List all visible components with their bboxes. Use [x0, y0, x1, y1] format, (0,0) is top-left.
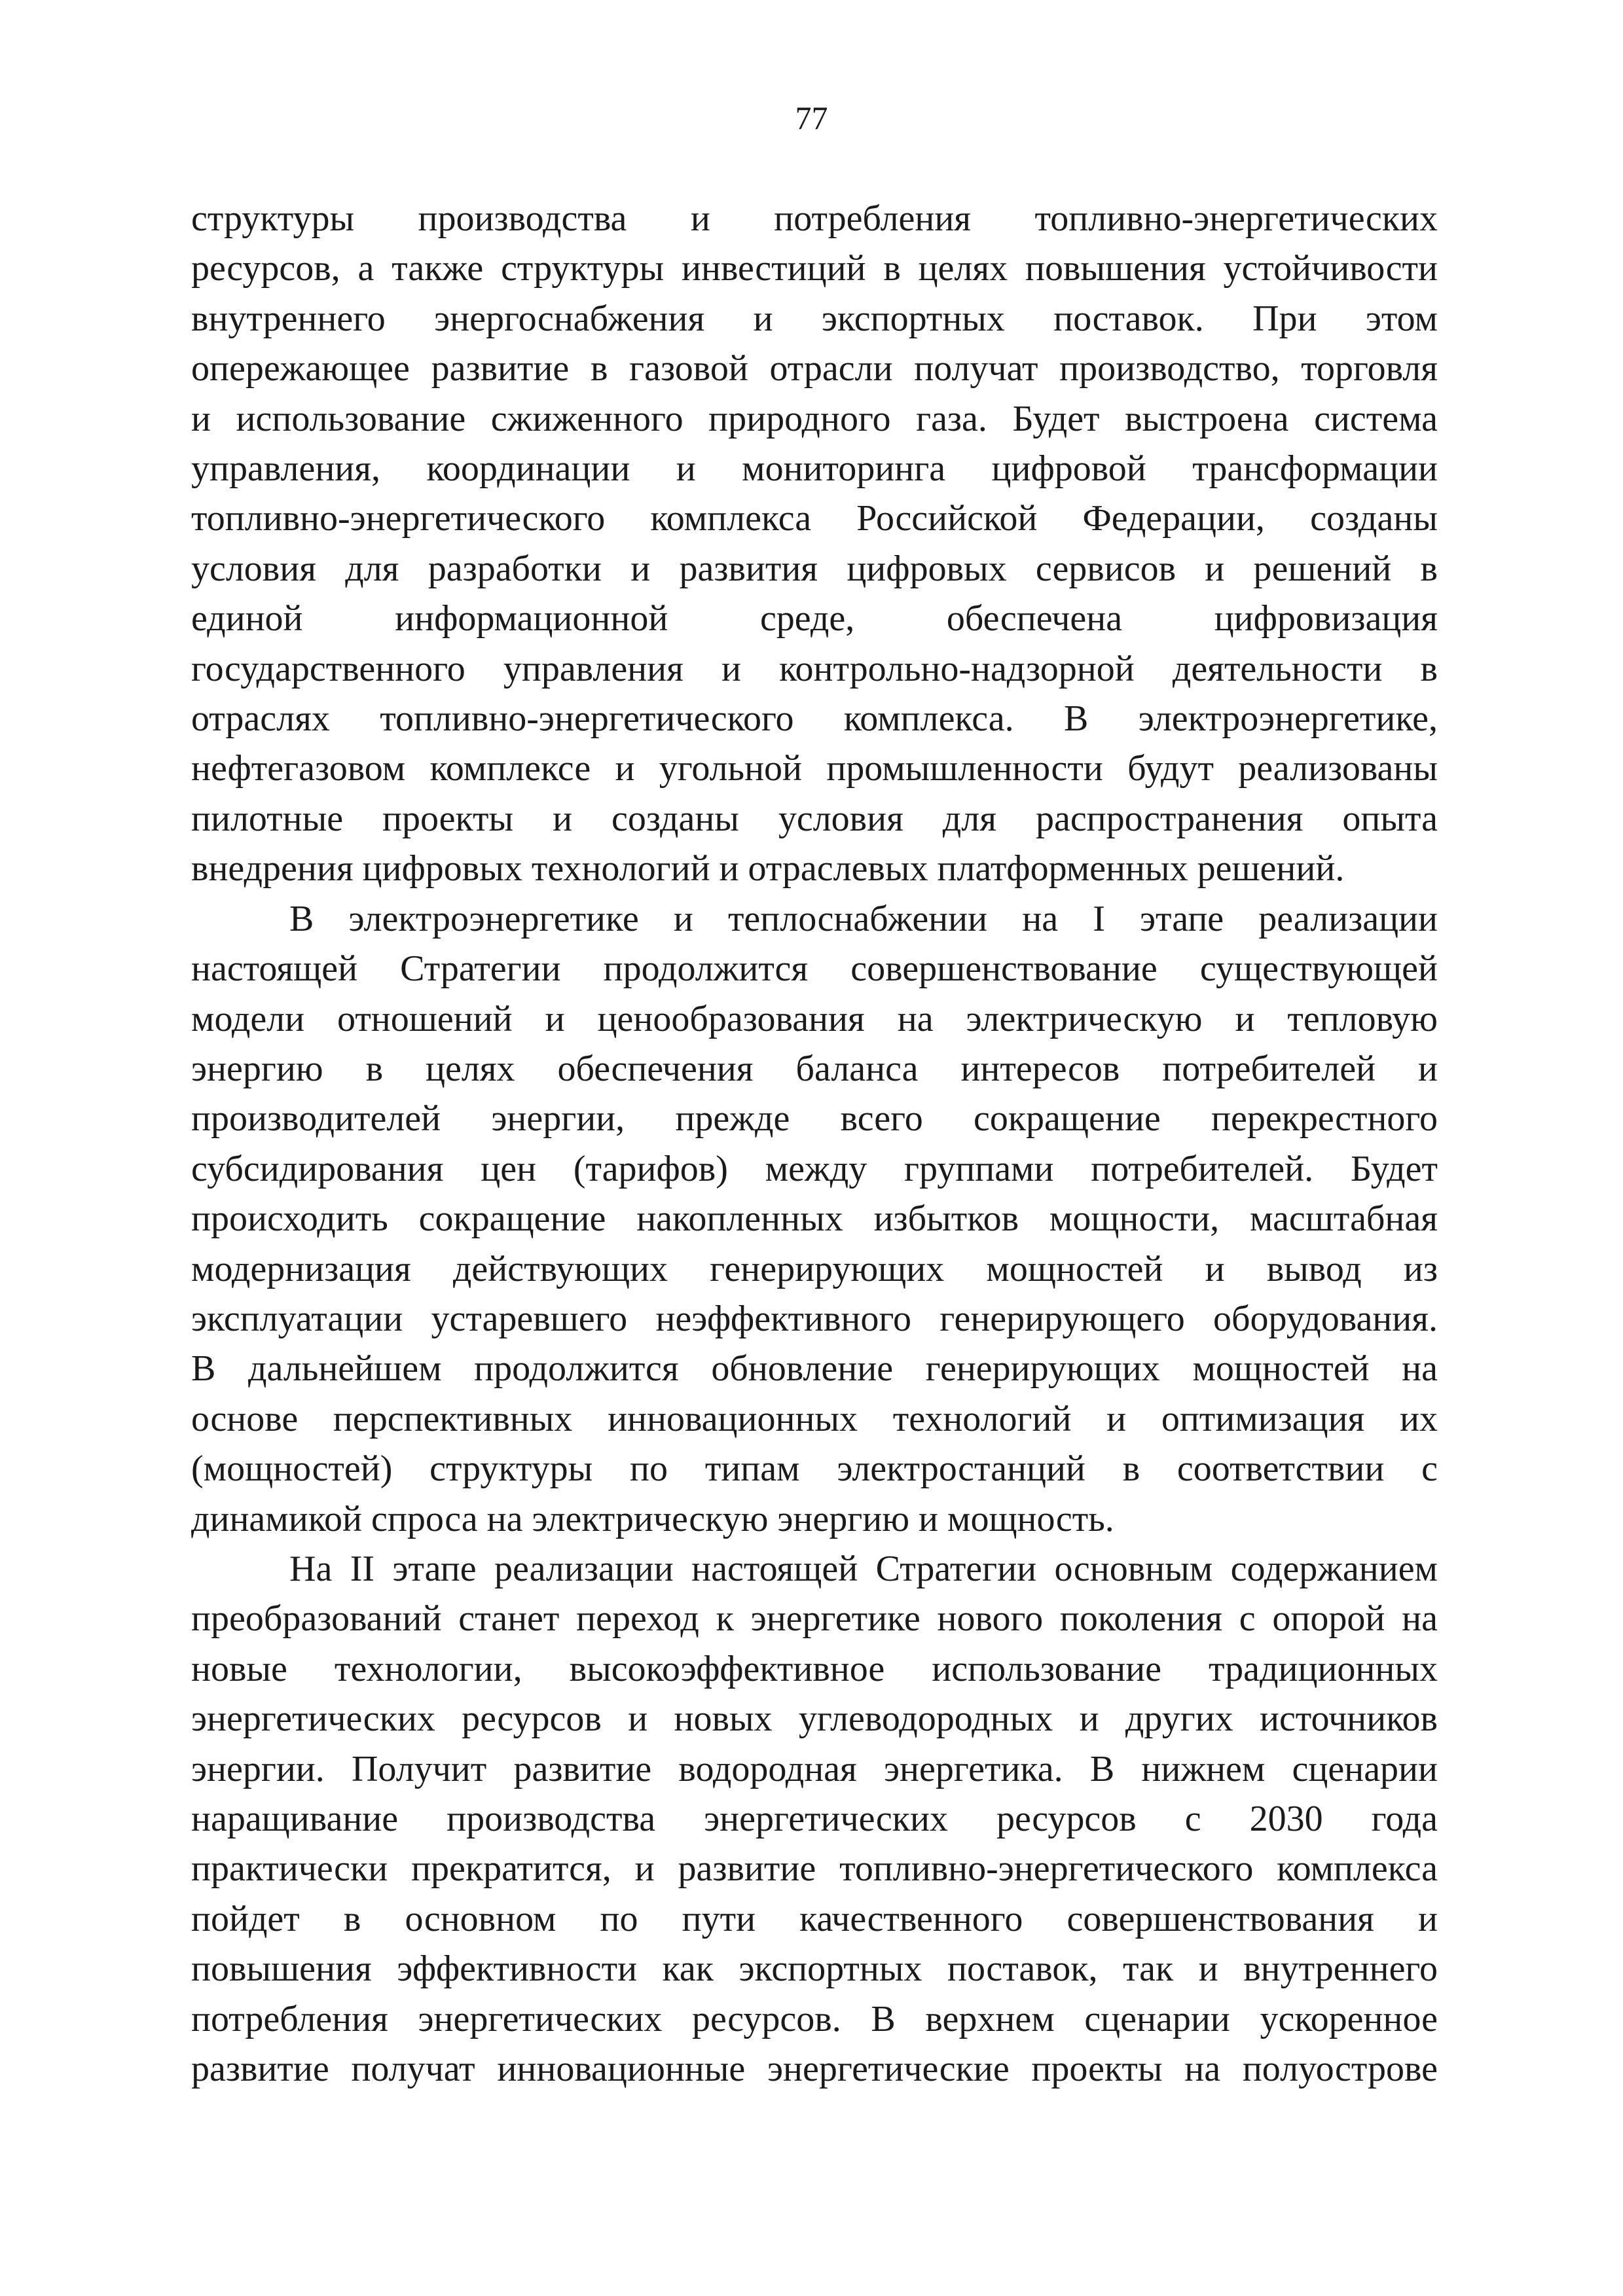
text-line: производителей энергии, прежде всего сокращение перекрестного [191, 1098, 1438, 1139]
text-line: структуры производства и потребления топливно-энергетических [191, 198, 1438, 239]
text-line: топливно-энергетического комплекса Российской Федерации, созданы [191, 498, 1438, 539]
text-line: пилотные проекты и созданы условия для распространения опыта [191, 798, 1438, 839]
document-body [191, 194, 1438, 2094]
text-line: и использование сжиженного природного газа. Будет выстроена система [191, 398, 1438, 439]
text-line: В электроэнергетике и теплоснабжении на I этапе реализации [289, 898, 1438, 939]
text-line: условия для разработки и развития цифровых сервисов и решений в [191, 548, 1438, 589]
text-line: основе перспективных инновационных технологий и оптимизация их [191, 1398, 1438, 1439]
text-line: потребления энергетических ресурсов. В верхнем сценарии ускоренное [191, 1998, 1438, 2039]
text-line: государственного управления и контрольно-надзорной деятельности в [191, 648, 1438, 689]
text-line: повышения эффективности как экспортных поставок, так и внутреннего [191, 1948, 1438, 1990]
text-line: (мощностей) структуры по типам электростанций в соответствии с [191, 1448, 1438, 1490]
text-line: опережающее развитие в газовой отрасли получат производство, торговля [191, 348, 1438, 389]
text-line: динамикой спроса на электрическую энергию и мощность. [191, 1498, 1114, 1539]
text-line: преобразований станет переход к энергетике нового поколения с опорой на [191, 1598, 1438, 1640]
paragraph-1 [191, 194, 1438, 894]
text-line: происходить сокращение накопленных избытков мощности, масштабная [191, 1198, 1438, 1240]
text-line: На II этапе реализации настоящей Стратегии основным содержанием [289, 1548, 1438, 1589]
text-line: управления, координации и мониторинга цифровой трансформации [191, 448, 1438, 490]
text-line: единой информационной среде, обеспечена цифровизация [191, 598, 1438, 639]
text-line: модернизация действующих генерирующих мощностей и вывод из [191, 1248, 1438, 1289]
text-line: ресурсов, а также структуры инвестиций в целях повышения устойчивости [191, 248, 1438, 289]
text-line: нефтегазовом комплексе и угольной промышленности будут реализованы [191, 748, 1438, 789]
page-number: 77 [795, 99, 828, 136]
text-line: В дальнейшем продолжится обновление генерирующих мощностей на [191, 1348, 1438, 1390]
text-line: модели отношений и ценообразования на электрическую и тепловую [191, 998, 1438, 1039]
text-line: внутреннего энергоснабжения и экспортных поставок. При этом [191, 298, 1438, 339]
paragraph-3 [191, 1544, 1438, 2094]
text-line: практически прекратится, и развитие топливно-энергетического комплекса [191, 1848, 1438, 1890]
text-line: новые технологии, высокоэффективное использование традиционных [191, 1648, 1438, 1689]
text-line: развитие получат инновационные энергетические проекты на полуострове [191, 2049, 1438, 2090]
text-line: энергию в целях обеспечения баланса интересов потребителей и [191, 1048, 1438, 1089]
text-line: эксплуатации устаревшего неэффективного генерирующего оборудования. [191, 1298, 1438, 1339]
text-line: настоящей Стратегии продолжится совершенствование существующей [191, 948, 1438, 990]
text-line: энергии. Получит развитие водородная энергетика. В нижнем сценарии [191, 1748, 1438, 1789]
paragraph-2 [191, 894, 1438, 1544]
text-line: энергетических ресурсов и новых углеводородных и других источников [191, 1698, 1438, 1740]
text-line: внедрения цифровых технологий и отраслевых платформенных решений. [191, 848, 1345, 889]
text-line: пойдет в основном по пути качественного совершенствования и [191, 1898, 1438, 1939]
text-line: отраслях топливно-энергетического комплекса. В электроэнергетике, [191, 698, 1438, 740]
text-line: субсидирования цен (тарифов) между группами потребителей. Будет [191, 1148, 1438, 1189]
text-line: наращивание производства энергетических ресурсов с 2030 года [191, 1799, 1438, 1839]
